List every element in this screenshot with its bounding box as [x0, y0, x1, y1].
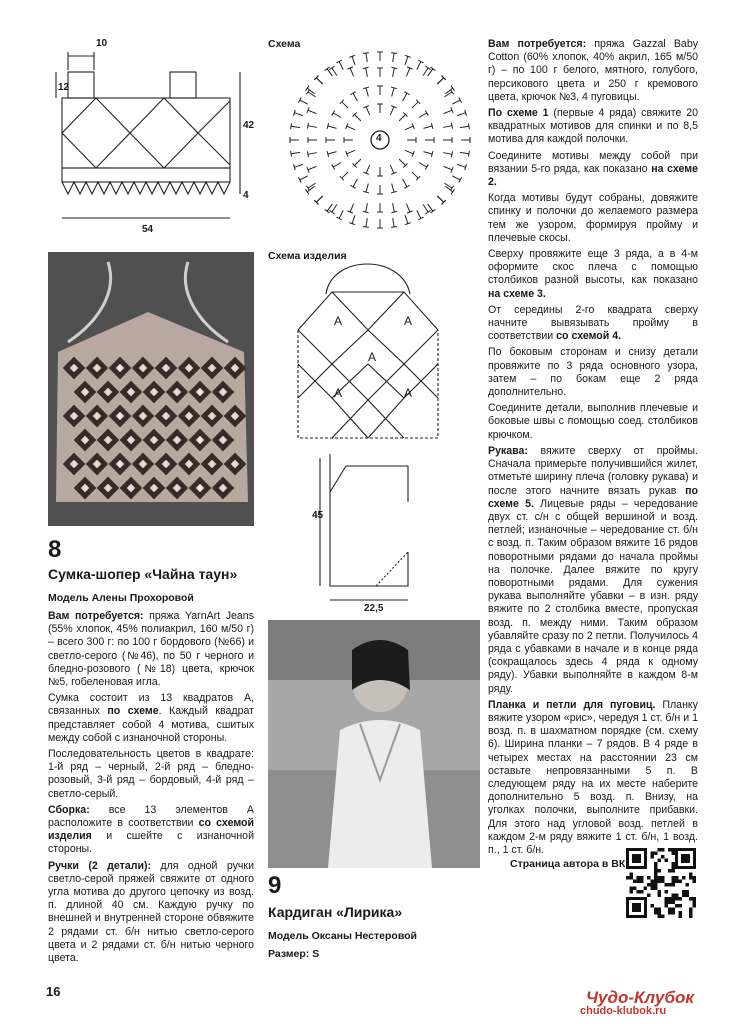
qr-module: [672, 876, 676, 880]
bag-p2b: по схеме: [107, 705, 159, 718]
author-page-label: Страница автора в ВК: [510, 858, 626, 870]
qr-module: [651, 883, 655, 887]
dim-bottom-right: 4: [243, 190, 249, 201]
stitch-mark: [405, 126, 413, 129]
card-materials: пряжа Gazzal Baby Cotton (60% хлопок, 40% акрил, 165 м/50 г) – по 100 г белого, мятного, голубого, персикового цвета и 250 г кремового цвета, крючок №3, 4 пуговицы.: [488, 38, 699, 103]
qr-module: [693, 880, 697, 884]
bag-photo: [48, 252, 254, 526]
qr-module: [630, 876, 634, 880]
stitch-top: [363, 211, 369, 212]
bag-assembly-label: Сборка:: [48, 803, 90, 816]
card-r3b: на схеме 2.: [488, 162, 698, 189]
qr-module: [686, 894, 690, 898]
cardigan-model: Модель Оксаны Нестеровой: [268, 930, 418, 942]
stitch-top: [332, 164, 335, 169]
qr-module: [651, 855, 655, 859]
stitch-top: [305, 189, 309, 194]
qr-module: [693, 876, 697, 880]
stitch-top: [325, 209, 330, 213]
stitch-mark: [460, 126, 469, 127]
stitch-mark: [412, 172, 418, 178]
stitch-top: [404, 92, 409, 95]
stitch-mark: [332, 205, 337, 212]
card-r2: (первые 4 ряда) свяжите 20 квадратных мотивов для спинки и по 8,5 мотива для каждой полочки.: [488, 107, 698, 146]
cardigan-title: Кардиган «Лирика»: [268, 904, 403, 920]
stitch-mark: [308, 166, 316, 169]
stitch-mark: [366, 88, 368, 97]
qr-module: [689, 911, 693, 915]
stitch-mark: [353, 93, 358, 101]
stitch-top: [363, 226, 369, 227]
stitch-mark: [460, 152, 469, 153]
qr-module: [668, 908, 672, 912]
product-cell-a-2: A: [404, 314, 413, 328]
stitch-mark: [403, 179, 408, 187]
stitch-mark: [339, 62, 343, 70]
logo-text: Чудо-Клубок: [586, 988, 695, 1007]
stitch-top: [426, 210, 431, 213]
qr-module: [679, 911, 683, 915]
qr-module: [672, 852, 676, 856]
stitch-mark: [405, 215, 408, 224]
qr-module: [651, 904, 655, 908]
stitch-mark: [405, 56, 408, 65]
stitch-mark: [457, 113, 466, 116]
qr-module: [640, 876, 644, 880]
card-r6a: От середины 2-го квадрата сверху начните вывязывать пройму в соответствии: [488, 303, 698, 343]
qr-module: [668, 911, 672, 915]
stitch-top: [329, 210, 334, 213]
stitch-mark: [308, 92, 315, 97]
qr-module: [654, 887, 658, 891]
stitch-mark: [308, 126, 317, 128]
qr-module: [661, 915, 665, 919]
stitch-mark: [366, 203, 368, 212]
qr-module: [679, 915, 683, 919]
stitch-mark: [406, 204, 409, 212]
qr-module: [665, 883, 669, 887]
stitch-mark: [437, 196, 443, 202]
qr-module: [682, 894, 686, 898]
qr-module: [679, 904, 683, 908]
card-r9c: Лицевые ряды – чередование двух ст. с/н с общей вершиной и возд. петлей; изнаночные – чередование ст. б/н с возд. п. Таким образом вяжите 16 рядов поворотными рядами до начала проймы на полочке. Далее вяжите по кругу поворотными рядами. Для сужения рукава выполняйте убавки – в изн. ряду вяжите по 2 столбика вместе, пропуская возд. п. между ними. Таким образом убавляйте сразу по 2 петли. Получилось 4 ряда с убавками в начале и в конце ряда (сокращалось здесь 4 ряда к одному ряду). Убавки выполняйте в каждом 8-м ряду.: [488, 497, 698, 695]
stitch-mark: [405, 150, 413, 153]
stitch-mark: [328, 126, 337, 128]
sleeve-height: 45: [312, 510, 324, 521]
stitch-mark: [347, 126, 355, 129]
stitch-mark: [316, 196, 322, 202]
product-cell-a-5: A: [404, 386, 413, 400]
card-r3a: Соедините мотивы между собой при вязании 5-го ряда, как показано: [488, 149, 698, 175]
qr-module: [654, 873, 658, 877]
qr-module: [658, 908, 662, 912]
qr-module: [658, 915, 662, 919]
stitch-mark: [419, 113, 427, 118]
stitch-mark: [445, 92, 452, 97]
stitch-top: [391, 226, 397, 227]
stitch-mark: [355, 115, 361, 121]
stitch-mark: [443, 126, 452, 128]
qr-module: [686, 890, 690, 894]
stitch-mark: [347, 150, 355, 153]
qr-module: [658, 869, 662, 873]
stitch-top: [430, 209, 435, 213]
qr-module: [633, 880, 637, 884]
stitch-mark: [333, 113, 341, 118]
sleeve-width: 22,5: [364, 603, 384, 614]
stitch-mark: [342, 172, 348, 178]
product-scheme: [292, 252, 452, 444]
qr-module: [665, 897, 669, 901]
stitch-mark: [390, 107, 393, 115]
stitch-mark: [366, 68, 368, 77]
stitch-mark: [308, 153, 317, 155]
stitch-mark: [316, 78, 322, 84]
qr-module: [630, 887, 634, 891]
qr-module: [637, 890, 641, 894]
qr-module: [681, 854, 690, 863]
qr-module: [686, 883, 690, 887]
stitch-mark: [443, 153, 452, 155]
stitch-top: [329, 66, 334, 69]
stitch-mark: [390, 165, 393, 173]
bag-materials-label: Вам потребуется:: [48, 610, 144, 622]
qr-module: [654, 880, 658, 884]
stitch-top: [291, 151, 292, 157]
card-r5b: на схеме 3.: [488, 287, 546, 300]
qr-module: [637, 880, 641, 884]
card-r8: Соедините детали, выполнив плечевые и боковые швы с помощью соед. столбиков крючком.: [488, 402, 698, 441]
qr-module: [665, 859, 669, 863]
qr-module: [651, 880, 655, 884]
stitch-mark: [445, 183, 452, 188]
stitch-mark: [444, 166, 452, 169]
bag-number: 8: [48, 536, 62, 563]
stitch-mark: [366, 53, 367, 62]
stitch-top: [451, 86, 455, 91]
stitch-top: [325, 67, 330, 71]
stitch-mark: [328, 152, 337, 154]
qr-module: [661, 876, 665, 880]
stitch-mark: [333, 163, 341, 168]
stitch-mark: [399, 159, 405, 165]
qr-module: [668, 869, 672, 873]
product-cell-a-4: A: [334, 386, 343, 400]
qr-module: [672, 862, 676, 866]
qr-module: [658, 911, 662, 915]
qr-module: [679, 897, 683, 901]
stitch-mark: [291, 152, 300, 153]
qr-module: [672, 908, 676, 912]
stitch-mark: [339, 210, 343, 218]
bag-p4c: и сшейте с изнаночной стороны.: [48, 830, 254, 856]
card-r9a: вяжите сверху от проймы. Сначала примерьте получившийся жилет, отметьте ширину плеча (головку рукава) и после этого начните вязать рукав: [488, 444, 698, 497]
stitch-mark: [403, 93, 408, 101]
qr-module: [675, 904, 679, 908]
stitch-mark: [308, 110, 316, 113]
stitch-mark: [423, 68, 428, 75]
stitch-top: [307, 151, 308, 157]
stitch-mark: [412, 102, 418, 108]
stitch-top: [425, 110, 428, 115]
garment-diagram: [44, 28, 260, 238]
qr-module: [661, 848, 665, 852]
stitch-mark: [366, 218, 367, 227]
qr-module: [654, 876, 658, 880]
stitch-top: [391, 211, 397, 212]
qr-module: [658, 890, 662, 894]
qr-module: [654, 862, 658, 866]
stitch-top: [391, 67, 397, 68]
stitch-mark: [294, 113, 303, 116]
stitch-mark: [419, 163, 427, 168]
bag-handles-label: Ручки (2 детали):: [48, 859, 152, 872]
qr-module: [682, 890, 686, 894]
bag-handles: для одной ручки светло-серой пряжей свяжите от одного угла мотива до другого цепочку из возд. п. длиной 40 см. Каждую ручку по внешней и внутренней стороне обвяжите 2 рядами ст. б/н нитью светло-серого цвета и 2 рядами ст. б/н нитью черного цвета.: [48, 859, 254, 965]
cardigan-photo: [268, 620, 480, 868]
stitch-mark: [393, 53, 394, 62]
sleeve-diagram: [316, 452, 424, 610]
stitch-mark: [355, 159, 361, 165]
qr-module: [693, 897, 697, 901]
cardigan-size: Размер: S: [268, 948, 320, 960]
qr-module: [654, 866, 658, 870]
stitch-top: [291, 123, 292, 129]
dim-bottom: 54: [142, 224, 154, 235]
stitch-mark: [393, 68, 395, 77]
stitch-mark: [393, 218, 394, 227]
stitch-mark: [300, 176, 308, 180]
bag-description: [48, 610, 254, 968]
bag-model: Модель Алены Прохоровой: [48, 592, 194, 604]
stitch-top: [350, 92, 355, 95]
stitch-top: [425, 164, 428, 169]
stitch-mark: [332, 68, 337, 75]
stitch-mark: [452, 176, 460, 180]
card-r9b: по схеме 5.: [488, 484, 698, 510]
qr-module: [630, 890, 634, 894]
qr-module: [672, 894, 676, 898]
qr-module: [679, 880, 683, 884]
qr-module: [675, 897, 679, 901]
stitch-mark: [350, 204, 353, 212]
qr-module: [672, 866, 676, 870]
stitch-top: [404, 185, 409, 188]
bag-title: Сумка-шопер «Чайна таун»: [48, 566, 238, 582]
qr-module: [647, 883, 651, 887]
stitch-top: [332, 110, 335, 115]
stitch-top: [468, 151, 469, 157]
cardigan-number: 9: [268, 872, 282, 899]
qr-module: [647, 876, 651, 880]
stitch-mark: [392, 88, 394, 97]
scheme-center-number: 4: [376, 133, 382, 144]
qr-module: [668, 848, 672, 852]
qr-module: [689, 873, 693, 877]
watermark-text: chudo-klubok.ru: [580, 1005, 667, 1017]
qr-module: [668, 897, 672, 901]
stitch-mark: [392, 183, 394, 192]
product-cell-a-3: A: [368, 350, 377, 364]
stitch-mark: [444, 110, 452, 113]
qr-module: [672, 897, 676, 901]
bag-materials: пряжа YarnArt Jeans (55% хлопок, 45% полиакрил, 160 м/50 г) – всего 300 г: по 100 г бордового (№66) и светло-серого (№46), по 50 г черного и бледно-розового (№18) цвета, крючок №5, гобеленовая игла.: [48, 610, 254, 689]
bag-p4a: все 13 элементов A расположите в соответствии: [48, 803, 254, 830]
stitch-top: [350, 185, 355, 188]
qr-module: [626, 876, 630, 880]
bag-p2c: . Каждый квадрат представляет собой 4 мотива, сшитых между собой с изнаночной стороны.: [48, 705, 254, 744]
product-scheme-title: Схема изделия: [268, 250, 347, 262]
qr-module: [658, 848, 662, 852]
qr-module: [658, 894, 662, 898]
card-r4: Когда мотивы будут собраны, довяжите спинку и полочки до желаемого размера тем же узором, формируя пройму и плечевые скосы.: [488, 192, 698, 244]
qr-module: [654, 852, 658, 856]
stitch-top: [305, 86, 309, 91]
stitch-mark: [366, 165, 369, 173]
stitch-top: [451, 123, 452, 129]
product-cell-a-1: A: [334, 314, 343, 328]
stitch-mark: [353, 179, 358, 187]
qr-module: [672, 901, 676, 905]
card-sleeves-label: Рукава:: [488, 444, 528, 457]
stitch-mark: [457, 164, 466, 167]
qr-module: [693, 904, 697, 908]
qr-module: [654, 908, 658, 912]
qr-module: [630, 873, 634, 877]
qr-module: [675, 894, 679, 898]
stitch-mark: [294, 164, 303, 167]
stitch-top: [451, 151, 452, 157]
stitch-mark: [291, 126, 300, 127]
qr-module: [654, 911, 658, 915]
stitch-mark: [437, 78, 443, 84]
stitch-mark: [423, 126, 432, 128]
qr-module: [665, 890, 669, 894]
card-r2-label: По схеме 1: [488, 107, 549, 120]
stitch-mark: [352, 56, 355, 65]
qr-module: [672, 883, 676, 887]
stitch-mark: [350, 68, 353, 76]
card-r6b: со схемой 4.: [556, 330, 622, 343]
qr-module: [658, 876, 662, 880]
qr-module: [637, 876, 641, 880]
qr-module: [640, 890, 644, 894]
stitch-top: [307, 123, 308, 129]
bag-p2a: Сумка состоит из 13 квадратов A, связанных: [48, 692, 254, 718]
qr-module: [675, 880, 679, 884]
stitch-mark: [423, 152, 432, 154]
qr-module: [672, 911, 676, 915]
qr-module: [689, 897, 693, 901]
qr-module: [661, 880, 665, 884]
qr-module: [665, 901, 669, 905]
qr-module: [644, 887, 648, 891]
qr-module: [665, 904, 669, 908]
stitch-top: [430, 67, 435, 71]
logo: [578, 988, 738, 1020]
stitch-mark: [417, 210, 421, 218]
qr-module: [640, 880, 644, 884]
qr-module: [682, 876, 686, 880]
stitch-mark: [342, 102, 348, 108]
cardigan-description: [488, 38, 698, 860]
qr-module: [689, 876, 693, 880]
qr-module: [651, 852, 655, 856]
page-number: 16: [46, 984, 61, 999]
stitch-top: [363, 53, 369, 54]
qr-module: [672, 869, 676, 873]
qr-module: [668, 883, 672, 887]
stitch-mark: [366, 107, 369, 115]
dim-top: 10: [96, 38, 108, 49]
bag-p4b: со схемой изделия: [48, 817, 254, 843]
qr-module: [633, 887, 637, 891]
stitch-mark: [399, 115, 405, 121]
qr-module: [689, 908, 693, 912]
scheme-title: Схема: [268, 38, 301, 50]
qr-module: [632, 854, 641, 863]
qr-module: [661, 855, 665, 859]
card-placket-label: Планка и петли для пуговиц.: [488, 698, 656, 711]
stitch-mark: [423, 205, 428, 212]
qr-module: [675, 876, 679, 880]
stitch-top: [363, 67, 369, 68]
stitch-top: [451, 189, 455, 194]
qr-module: [693, 901, 697, 905]
stitch-mark: [393, 203, 395, 212]
dim-left: 12: [58, 82, 70, 93]
stitch-mark: [300, 100, 308, 104]
stitch-mark: [352, 215, 355, 224]
qr-module: [658, 880, 662, 884]
qr-module: [647, 894, 651, 898]
qr-module: [654, 869, 658, 873]
qr-module: [672, 848, 676, 852]
qr-module: [658, 859, 662, 863]
card-r5a: Сверху провяжите еще 3 ряда, а в 4-м оформите скос плеча с помощью столбиков разной высоты, как показано: [488, 248, 698, 287]
stitch-mark: [417, 62, 421, 70]
qr-module: [632, 903, 641, 912]
stitch-top: [426, 66, 431, 69]
qr-module: [651, 887, 655, 891]
card-materials-label: Вам потребуется:: [488, 38, 587, 50]
card-r7: По боковым сторонам и снизу детали провяжите по 3 ряда основного узора, затем – по бокам еще 2 ряда дополнительно.: [488, 346, 698, 399]
stitch-mark: [452, 100, 460, 104]
stitch-top: [468, 123, 469, 129]
card-r10: Планку вяжите узором «рис», чередуя 1 ст. б/н и 1 возд. п. в шахматном порядке (см. схему 6). Ширина планки – 7 рядов. В 4 ряде в четырех местах на расстоянии 23 см оставьте непровязанными 5 п. В следующем ряду на их месте наберите дополнительно 5 возд. п. Внизу, на уголках полочки, выполните прибавки. Для этого над угловой возд. петлей в каждом 2-м ряду вяжите 1 ст. б/н, 1 возд. п., 1 ст. б/н.: [488, 698, 698, 856]
qr-module: [668, 901, 672, 905]
dim-right: 42: [243, 120, 255, 131]
qr-module: [654, 883, 658, 887]
qr-module: [672, 880, 676, 884]
qr-code-icon[interactable]: [626, 848, 696, 918]
stitch-top: [391, 53, 397, 54]
stitch-mark: [308, 183, 315, 188]
stitch-mark: [366, 183, 368, 192]
stitch-mark: [406, 68, 409, 76]
bag-color-sequence: Последовательность цветов в квадрате: 1-й ряд – черный, 2-й ряд – бледно-розовый, 3-й ряд – бордовый, 4-й ряд – светло-серый.: [48, 748, 254, 800]
qr-module: [689, 915, 693, 919]
